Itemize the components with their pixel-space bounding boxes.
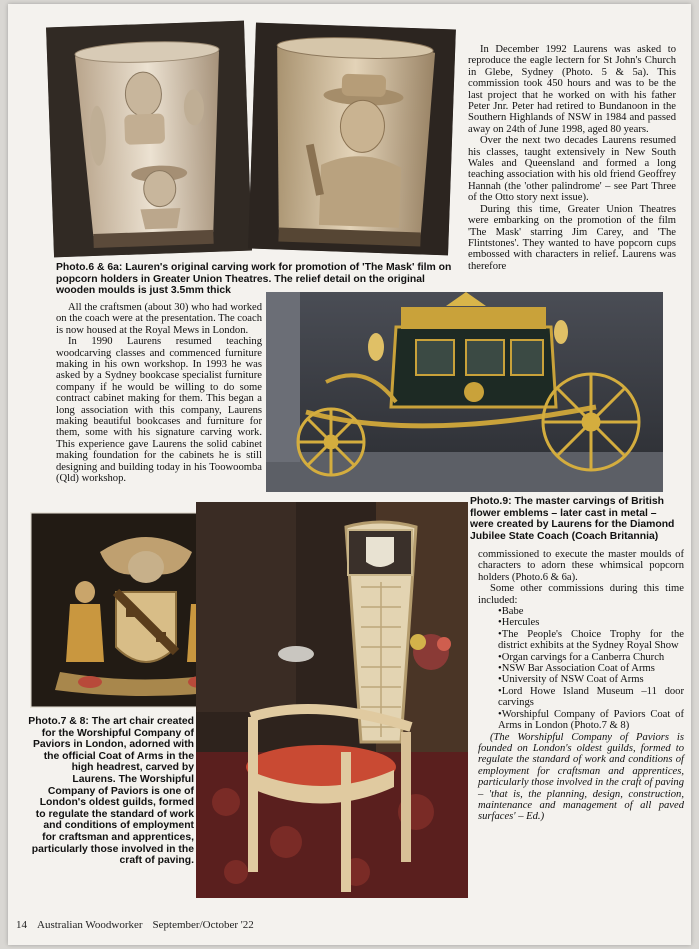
photo-popcorn-mould-2 [248, 23, 456, 256]
photo-state-coach [266, 292, 663, 492]
list-item-text: Worshipful Company of Paviors Coat of Arms in London (Photo.7 & 8) [498, 708, 684, 732]
list-item: •University of NSW Coat of Arms [498, 674, 644, 686]
caption-photo-7-8: Photo.7 & 8: The art chair created for the Worshipful Company of Paviors in London, adorned with the official Coat of Arms in the high headrest, carved by Laurens. The Worshipful Company of Paviors is one of London's oldest guilds, formed to regulate the standard of work and conditions of employment for craftsman and apprentices, particularly those involved in the craft of paving. [28, 716, 194, 867]
page-number: 14 [16, 919, 27, 931]
magazine-name: Australian Woodworker [37, 919, 143, 931]
paragraph: Some other commissions during this time included: [478, 583, 684, 606]
list-item-text: NSW Bar Association Coat of Arms [501, 663, 655, 675]
paragraph: In 1990 Laurens resumed teaching woodcarving classes and commenced furniture making in his own workshop. In 1993 he was asked by a Sydney bookcase specialist furniture company if he would be willing to do some contract cabinet making for them. This began a long association with this company, Laurens making beautiful bookcases and furniture for them, some with his signature carving work. This experience gave Laurens the solid cabinet making foundation for the cabinets he is still designing and building today in his Toowoomba (Qld) workshop. [56, 336, 262, 485]
list-item-text: The People's Choice Trophy for the district exhibits at the Sydney Royal Show [498, 628, 684, 652]
list-item-text: Lord Howe Island Museum –11 door carvings [498, 685, 684, 709]
caption-photo-9: Photo.9: The master carvings of British flower emblems – later cast in metal – were created by Laurens for the Diamond Jubilee State Coach (Coach Britannia) [470, 496, 675, 542]
list-item-text: Hercules [501, 617, 540, 629]
paragraph: All the craftsmen (about 30) who had worked on the coach were at the presentation. The coach is now housed at the Royal Mews in London. [56, 302, 262, 336]
photo-popcorn-mould-1 [46, 21, 252, 258]
list-item: •Babe [498, 606, 524, 618]
list-item: •Worshipful Company of Paviors Coat of Arms in London (Photo.7 & 8) [498, 708, 684, 732]
issue-date: September/October '22 [152, 919, 254, 931]
article-column-left-middle [56, 302, 262, 485]
list-item-text: Organ carvings for a Canberra Church [501, 651, 665, 663]
page-footer [16, 919, 264, 931]
paragraph: Over the next two decades Laurens resumed his classes, taught extensively in New South Wales and Queensland and formed a long teaching association with his old friend Geoffrey Hannah (the 'other palindrome' – see Part Three of the Otto story next issue). [468, 135, 676, 204]
list-item: •Lord Howe Island Museum –11 door carvings [498, 685, 684, 709]
paragraph: During this time, Greater Union Theatres were embarking on the promotion of the film 'The Mask' starring Jim Carey, and 'The Flintstones'. They wanted to have popcorn cups embossed with characters in relief. Laurens was therefore [468, 203, 676, 272]
list-item: •Hercules [498, 617, 540, 629]
caption-photo-6: Photo.6 & 6a: Lauren's original carving work for promotion of 'The Mask' film on popcorn holders in Greater Union Theatres. The relief detail on the original wooden moulds is just 3.5mm thick [56, 262, 452, 297]
list-item: •Organ carvings for a Canberra Church [498, 651, 665, 663]
list-item: •NSW Bar Association Coat of Arms [498, 663, 655, 675]
article-column-right-bottom [478, 549, 684, 823]
photo-art-chair [196, 502, 468, 898]
editor-note [478, 732, 684, 823]
article-column-right-top [468, 44, 676, 272]
paragraph: In December 1992 Laurens was asked to reproduce the eagle lectern for St John's Church in Glebe, Sydney (Photo. 5 & 5a). This commission took 450 hours and was to be the last project that he worked on with his father Peter Jnr. Peter had retired to Bundanoon in the Southern Highlands of NSW in 1984 and passed away on 24th of June 1998, aged 80 years. [468, 44, 676, 135]
commission-list [478, 606, 684, 731]
list-item-text: Babe [501, 606, 524, 618]
magazine-page [8, 4, 691, 945]
list-item-text: University of NSW Coat of Arms [501, 674, 644, 686]
paragraph: (The Worshipful Company of Paviors is founded on London's oldest guilds, formed to regulate the standard of work and conditions of employment for craftsman and apprentices, particularly those involved in the craft of paving – 'that is, the planning, design, construction, maintenance and management of all paved surfaces' – Ed.) [478, 731, 684, 823]
list-item: •The People's Choice Trophy for the district exhibits at the Sydney Royal Show [498, 628, 684, 652]
paragraph: commissioned to execute the master moulds of characters to adorn these whimsical popcorn holders (Photo.6 & 6a). [478, 549, 684, 583]
